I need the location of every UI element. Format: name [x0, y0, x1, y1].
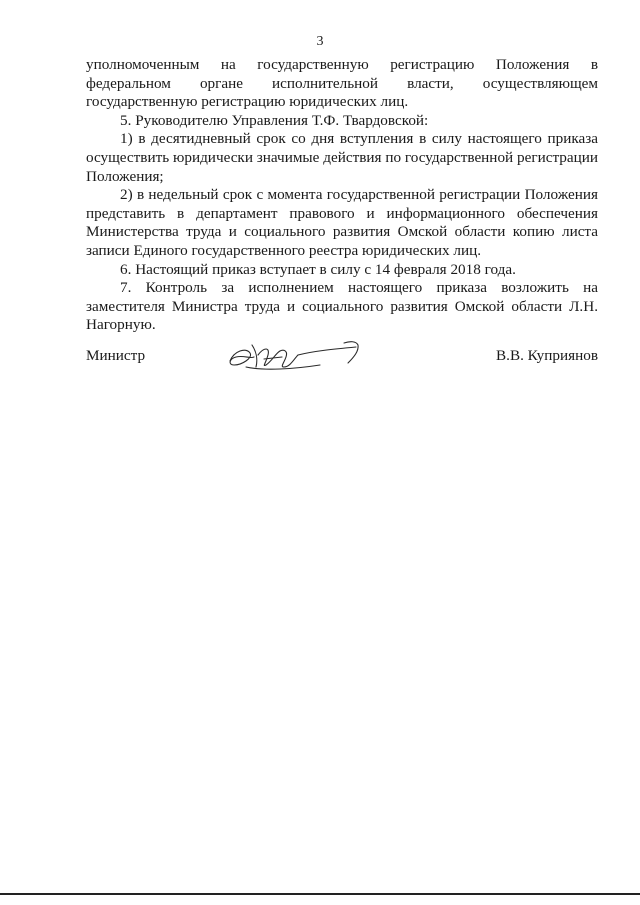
paragraph-item-7: 7. Контроль за исполнением настоящего приказа возложить на заместителя Министра труда и социального развития Омской области Л.Н. Нагорную. — [86, 279, 598, 334]
paragraph-continuation: уполномоченным на государственную регистрацию Положения в федеральном органе исполнительной власти, осуществляющем государственную регистрацию юридических лиц. — [86, 56, 598, 111]
paragraph-subitem-1: 1) в десятидневный срок со дня вступления в силу настоящего приказа осуществить юридически значимые действия по государственной регистрации Положения; — [86, 130, 598, 185]
scan-bottom-edge — [0, 893, 640, 895]
paragraph-subitem-2: 2) в недельный срок с момента государственной регистрации Положения представить в департамент правового и информационного обеспечения Министерства труда и социального развития Омской области копию листа записи Единого государственного реестра юридических лиц. — [86, 186, 598, 259]
paragraph-item-5: 5. Руководителю Управления Т.Ф. Твардовской: — [120, 111, 429, 129]
document-body — [86, 56, 598, 335]
paragraph-item-6: 6. Настоящий приказ вступает в силу с 14 февраля 2018 года. — [120, 260, 516, 278]
signatory-title: Министр — [86, 347, 146, 364]
handwritten-signature-icon — [224, 337, 366, 375]
signature-block — [86, 337, 598, 377]
page-number: 3 — [316, 34, 324, 49]
signatory-name: В.В. Куприянов — [496, 347, 598, 364]
